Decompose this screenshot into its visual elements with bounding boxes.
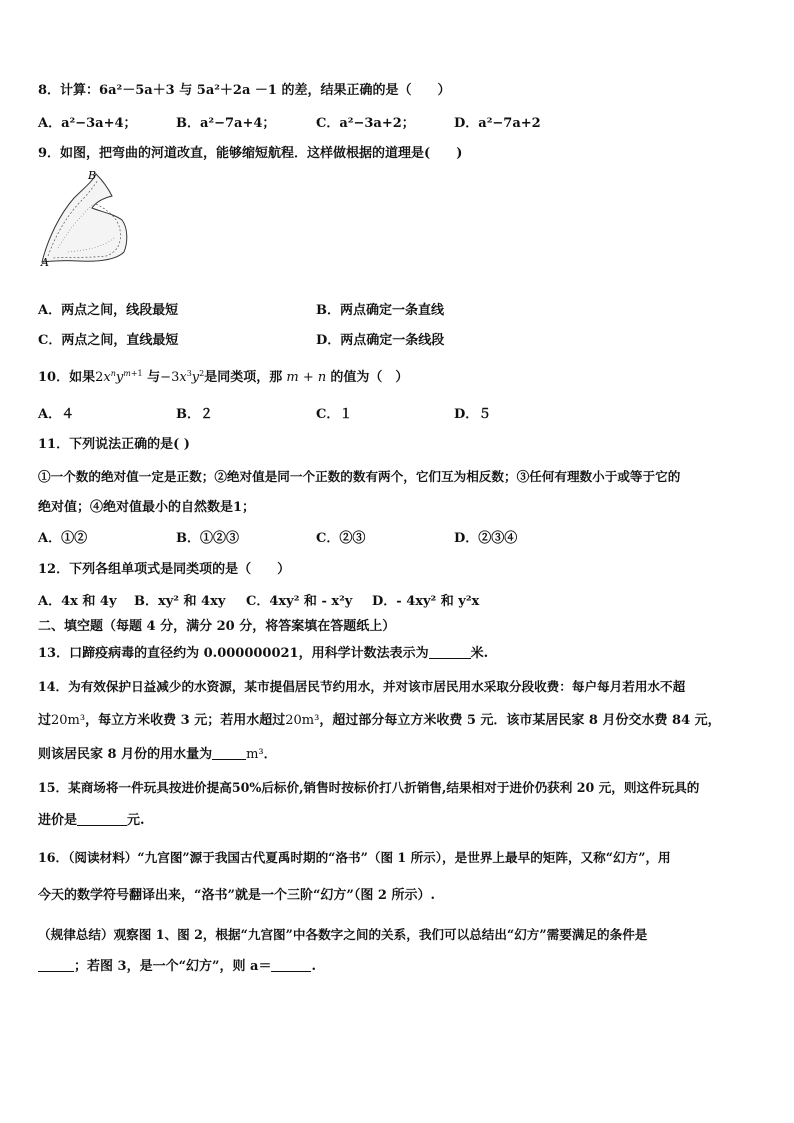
q8-option-b: B．a²−7a+4； (176, 116, 276, 131)
q14-line3-part1: 则该居民家 8 月份的用水量为 (38, 747, 213, 762)
river-figure (38, 168, 134, 270)
q10-term1: $2x^ny^{m+1}$ (95, 369, 143, 385)
q15-answer-blank[interactable] (77, 813, 127, 826)
q13-answer-blank[interactable] (429, 646, 471, 659)
q14-line2-part3: ，超过部分每立方米收费 5 元．该市某居民家 8 月份交水费 84 元， (319, 713, 721, 728)
q16-line2: 今天的数学符号翻译出来，“洛书”就是一个三阶“幻方”（图 2 所示）. (38, 888, 436, 903)
q9-option-b: B．两点确定一条直线 (316, 303, 444, 318)
q12-option-a: A．4x 和 4y (38, 594, 117, 609)
q14-volume-1: 20m³ (51, 713, 86, 728)
q15-line1: 15．某商场将一件玩具按进价提高50%后标价,销售时按标价打八折销售,结果相对于进价仍获利 20 元，则这件玩具的 (38, 780, 700, 795)
q12-stem: 12．下列各组单项式是同类项的是（ ） (38, 562, 291, 577)
q13-text (38, 646, 756, 662)
q10-option-a: A．４ (38, 407, 75, 422)
figure-label-b: B (88, 169, 97, 182)
q15-line2-part1: 进价是 (38, 813, 78, 828)
q14-line1: 14．为有效保护日益减少的水资源，某市提倡居民节约用水，并对该市居民用水采取分段收费：每户每月若用水不超 (38, 679, 686, 694)
q14-unit: m³ (246, 747, 264, 762)
q9-option-d: D．两点确定一条线段 (316, 333, 445, 348)
figure-label-a: A (41, 256, 49, 269)
q14-line2-part2: ，每立方米收费 3 元；若用水超过 (85, 713, 286, 728)
q16-answer-blank-1[interactable] (38, 959, 74, 972)
q11-option-b: B．①②③ (176, 531, 239, 546)
q14-line3-end: ． (263, 747, 277, 762)
q11-option-d: D．②③④ (454, 531, 518, 546)
q13-unit: 米. (470, 646, 489, 661)
q11-body-line2: 绝对值；④绝对值最小的自然数是1； (38, 500, 256, 515)
q13-stem: 13．口蹄疫病毒的直径约为 0.000000021，用科学计数法表示为 (38, 646, 429, 661)
q16-line1: 16．（阅读材料）“九宫图”源于我国古代夏禹时期的“洛书”（图 1 所示），是世界上最早的矩阵，又称“幻方”，用 (38, 850, 671, 865)
q12-option-c: C．4xy² 和 - x²y (246, 594, 353, 609)
q16-answer-blank-2[interactable] (271, 959, 311, 972)
q8-option-a: A．a²−3a+4； (38, 116, 137, 131)
q10-prefix: 10．如果 (38, 370, 96, 385)
q12-option-d: D．- 4xy² 和 y²x (372, 594, 480, 609)
q8-stem: 8．计算：6a²－5a＋3 与 5a²＋2a －1 的差，结果正确的是（ ） (38, 83, 451, 98)
q14-line2 (38, 713, 756, 729)
q11-option-a: A．①② (38, 531, 88, 546)
q16-line4 (38, 959, 756, 975)
q10-suffix: 是同类项，那 (204, 370, 283, 385)
q14-line3 (38, 747, 756, 763)
q10-mid: 与 (147, 370, 161, 385)
q11-stem: 11．下列说法正确的是( ) (38, 437, 190, 452)
q9-stem: 9．如图，把弯曲的河道改直，能够缩短航程．这样做根据的道理是( ) (38, 146, 463, 161)
q8-option-d: D．a²−7a+2 (454, 116, 541, 131)
q9-option-a: A．两点之间，线段最短 (38, 303, 179, 318)
q9-option-c: C．两点之间，直线最短 (38, 333, 179, 348)
q15-line2 (38, 813, 756, 829)
q10-term2: $-3x^3y^2$ (160, 369, 205, 385)
section-title-fill-in: 二、填空题（每题 4 分，满分 20 分，将答案填在答题纸上） (38, 619, 396, 634)
q11-body-line1: ①一个数的绝对值一定是正数；②绝对值是同一个正数的数有两个，它们互为相反数；③任何有理数小于或等于它的 (38, 469, 681, 484)
q14-volume-2: 20m³ (285, 713, 320, 728)
q15-unit: 元. (127, 813, 145, 828)
q16-line4-part1: ；若图 3，是一个“幻方”，则 a＝ (74, 959, 272, 974)
q10-expr: m + n (282, 370, 331, 385)
q8-option-c: C．a²−3a+2； (316, 116, 415, 131)
q16-line3: （规律总结）观察图 1、图 2，根据“九宫图”中各数字之间的关系，我们可以总结出“幻方”需要满足的条件是 (38, 927, 648, 942)
q10-option-c: C．１ (316, 407, 353, 422)
q16-line4-end: . (311, 959, 317, 974)
river-drawing (38, 168, 134, 270)
q10-suffix2: 的值为（ ） (330, 370, 409, 385)
q10-stem (38, 370, 756, 386)
q10-option-d: D．５ (454, 407, 492, 422)
q11-option-c: C．②③ (316, 531, 366, 546)
q12-option-b: B．xy² 和 4xy (134, 594, 226, 609)
q14-line2-part1: 过 (38, 713, 52, 728)
q14-answer-blank[interactable] (212, 747, 246, 760)
q10-option-b: B．２ (176, 407, 213, 422)
